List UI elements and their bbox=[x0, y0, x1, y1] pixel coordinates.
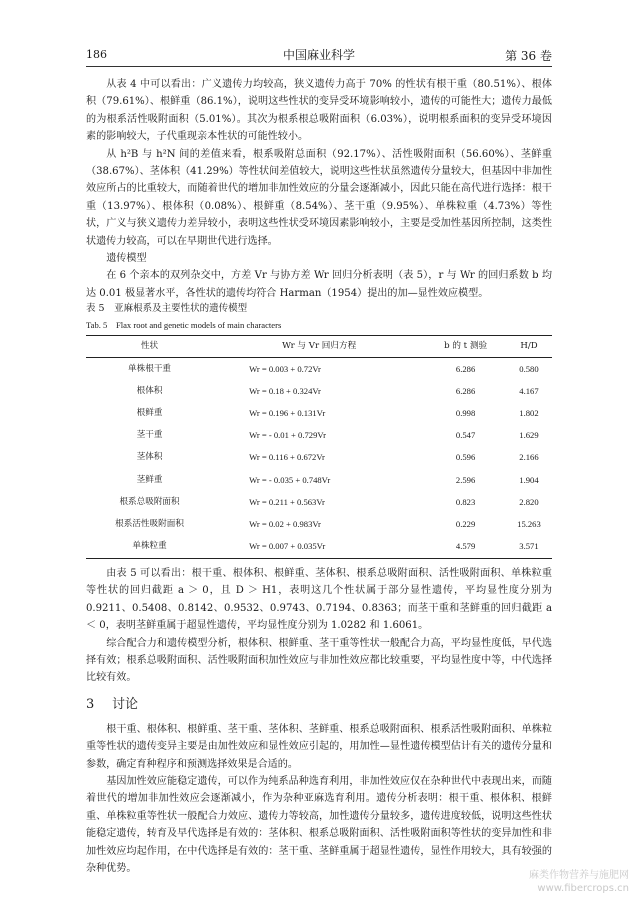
section-heading bbox=[86, 695, 552, 715]
article-body bbox=[86, 76, 552, 877]
table-caption-en: Tab. 5 Flax root and genetic models of main characters bbox=[86, 320, 282, 331]
table-cell: 6.286 bbox=[455, 363, 476, 374]
column-header: Wr 与 Vr 回归方程 bbox=[213, 336, 425, 358]
table-cell: 根系活性吸附面积 bbox=[115, 518, 184, 529]
table-cell: 0.823 bbox=[455, 496, 476, 507]
table-cell: 茎干重 bbox=[136, 430, 163, 441]
paragraph: 在 6 个亲本的双列杂交中，方差 Vr 与协方差 Wr 回归分析表明（表 5），r 与 Wr 的回归系数 b 均达 0.01 极显著水平，各性状的遗传均符合 Harman（1954）提出的加—显性效应模型。 bbox=[86, 270, 552, 299]
table-cell: Wr = 0.116 + 0.672Vr bbox=[249, 452, 325, 463]
column-header: 性状 bbox=[86, 336, 213, 358]
running-header bbox=[86, 44, 552, 67]
column-header: b 的 t 测验 bbox=[425, 336, 506, 358]
volume-label: 第 36 卷 bbox=[505, 49, 552, 63]
table-row bbox=[86, 425, 552, 447]
journal-title: 中国麻业科学 bbox=[282, 48, 355, 62]
table-cell: Wr = 0.02 + 0.983Vr bbox=[249, 518, 321, 529]
column-header: H/D bbox=[506, 336, 552, 358]
table-cell: Wr = 0.003 + 0.72Vr bbox=[249, 363, 321, 374]
paragraph: 由表 5 可以看出：根干重、根体积、根鲜重、茎体积、根系总吸附面积、活性吸附面积、单株粒重等性状的回归截距 a ＞ 0，且 D ＞ H1，表明这几个性状属于部分显性遗传，平均显性度分别为 0.9211、0.5408、0.8142、0.9532、0.9743、0.7194、0.8363；而茎干重和茎鲜重的回归截距 a ＜ 0，表明茎鲜重属于超显性遗传，平均显性度分别为 1.0282 和 1.6061。 bbox=[86, 567, 552, 632]
table-cell: Wr = - 0.01 + 0.729Vr bbox=[249, 430, 326, 441]
paragraph: 综合配合力和遗传模型分析，根体积、根鲜重、茎干重等性状一般配合力高，平均显性度低，早代选择有效；根系总吸附面积、活性吸附面积加性效应与非加性效应都比较重要，平均显性度中等，中代选择比较有效。 bbox=[86, 637, 552, 684]
table-cell: 根体积 bbox=[136, 385, 163, 396]
paragraph: 基因加性效应能稳定遗传，可以作为纯系品种选育利用，非加性效应仅在杂种世代中表现出来，而随着世代的增加非加性效应会逐渐减小，作为杂种亚麻选育利用。遗传分析表明：根干重、根体积、根鲜重、单株粒重等性状一般配合力效应、遗传力等较高，加性遗传分量较多，遗传进度较低，说明这些性状能稳定遗传，转育及早代选择是有效的：茎体积、根系总吸附面积、活性吸附面积等性状的变异加性和非加性效应均起作用，在中代选择是有效的：茎干重、茎鲜重属于超显性遗传，显性作用较大，具有较强的杂种优势。 bbox=[86, 776, 552, 875]
genetic-model-table bbox=[86, 335, 552, 559]
table-cell: 1.802 bbox=[519, 408, 539, 419]
table-cell: 0.580 bbox=[519, 363, 539, 374]
table-cell: 单株根干重 bbox=[128, 363, 172, 374]
watermark-line: 麻类作物营养与施肥网 bbox=[529, 870, 629, 881]
table-cell: 15.263 bbox=[517, 518, 541, 529]
section-number: 3 bbox=[86, 696, 95, 712]
table-caption-cn: 表 5 亚麻根系及主要性状的遗传模型 bbox=[86, 303, 248, 315]
table-row bbox=[86, 536, 552, 559]
table-cell: 单株粒重 bbox=[86, 536, 213, 559]
table-cell: Wr = - 0.035 + 0.748Vr bbox=[249, 474, 331, 485]
table-cell: Wr = 0.18 + 0.324Vr bbox=[249, 385, 321, 396]
table-cell: 3.571 bbox=[506, 536, 552, 559]
table-row bbox=[86, 380, 552, 402]
table-cell: 根系总吸附面积 bbox=[119, 496, 180, 507]
table-cell: Wr = 0.196 + 0.131Vr bbox=[249, 408, 326, 419]
paragraph: 从 h²B 与 h²N 间的差值来看，根系吸附总面积（92.17%）、活性吸附面积（56.60%）、茎鲜重（38.67%）、茎体积（41.29%）等性状间差值较大，说明这些性状虽然遗传分量较大，但基因中非加性效应所占的比重较大，而随着世代的增加非加性效应的分量会逐渐减小，因此只能在高代进行选择：根干重（13.97%）、根体积（0.08%）、根鲜重（8.54%）、茎干重（9.95%）、单株粒重（4.73%）等性状，广义与狭义遗传力差异较小，表明这些性状受环境因素影响较小，主要是受加性基因所控制，这类性状遗传力较高，可以在早期世代进行选择。 bbox=[86, 148, 552, 247]
table-cell: 0.596 bbox=[455, 452, 476, 463]
table-row bbox=[86, 469, 552, 491]
table-cell: 1.904 bbox=[519, 474, 539, 485]
subsection-heading: 遗传模型 bbox=[106, 253, 147, 265]
table-cell: 2.166 bbox=[519, 452, 539, 463]
table-row bbox=[86, 514, 552, 536]
table-cell: 茎鲜重 bbox=[136, 474, 163, 485]
table-cell: 2.820 bbox=[519, 496, 539, 507]
watermark bbox=[529, 869, 629, 895]
table-row bbox=[86, 491, 552, 513]
table-cell: 0.547 bbox=[455, 430, 476, 441]
paragraph: 从表 4 中可以看出：广义遗传力均较高，狭义遗传力高于 70% 的性状有根干重（80.51%）、根体积（79.61%）、根鲜重（86.1%），说明这些性状的变异受环境影响较小，遗传的可能性大；遗传力最低的为根系活性吸附面积（5.01%）。其次为根系根总吸附面积（6.03%），说明根系面积的变异受环境因素的影响较大，子代重现亲本性状的可能性较小。 bbox=[86, 79, 552, 143]
table-cell: 2.596 bbox=[455, 474, 476, 485]
table-cell: 0.998 bbox=[455, 408, 476, 419]
table-cell: 1.629 bbox=[519, 430, 539, 441]
table-row bbox=[86, 358, 552, 381]
table-row bbox=[86, 403, 552, 425]
page-number: 186 bbox=[86, 48, 107, 61]
table-cell: 根鲜重 bbox=[136, 408, 163, 419]
table-cell: Wr = 0.211 + 0.563Vr bbox=[249, 496, 325, 507]
table-cell: 6.286 bbox=[455, 385, 476, 396]
section-title: 讨论 bbox=[112, 696, 139, 712]
watermark-url: www.fibercrops.cn bbox=[537, 883, 629, 894]
table-row bbox=[86, 447, 552, 469]
table-header-row bbox=[86, 336, 552, 358]
table-cell: 0.229 bbox=[455, 518, 476, 529]
table-cell: Wr = 0.007 + 0.035Vr bbox=[213, 536, 425, 559]
table-cell: 4.167 bbox=[519, 385, 539, 396]
table-cell: 4.579 bbox=[425, 536, 506, 559]
paragraph: 根干重、根体积、根鲜重、茎干重、茎体积、茎鲜重、根系总吸附面积、根系活性吸附面积、单株粒重等性状的遗传变异主要是由加性效应和显性效应引起的，用加性—显性遗传模型估计有关的遗传分量和参数，确定育种程序和预测选择效果是合适的。 bbox=[86, 723, 552, 770]
table-cell: 茎体积 bbox=[136, 452, 163, 463]
